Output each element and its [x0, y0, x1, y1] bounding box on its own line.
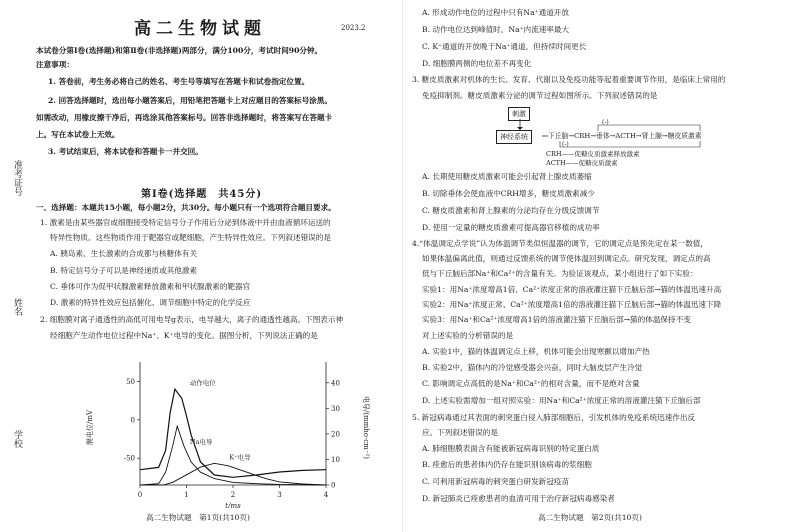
question-5-option: B. 痊愈后的患者体内仍存在能识别该病毒的浆细胞	[422, 460, 592, 469]
question-3-stem: 3. 糖皮质激素对机体的生长、发育、代谢以及免疫功能等起着重要调节作用，是临床上常用的	[412, 75, 726, 84]
x-axis-label: t/ms	[225, 502, 241, 508]
question-4-experiment: 实验3：用Na⁺和Ca²⁺浓度增高1倍的溶液灌注猫下丘脑后部→猫的体温保持不变	[422, 315, 691, 324]
question-4-option: C. 影响调定点高低的是Na⁺和Ca²⁺的相对含量，而不是绝对含量	[422, 379, 640, 388]
question-4-option: A. 实验1中，猫的体温调定点上移，机体可能会出现寒颤以增加产热	[422, 347, 650, 356]
question-2-option: C. K⁺通道的开放晚于Na⁺通道，但持续时间更长	[422, 42, 587, 51]
right-y-tick-label: 0	[331, 481, 336, 490]
x-tick-label: 2	[230, 491, 236, 499]
hormone-regulation-diagram	[490, 105, 750, 167]
note-line: 2. 回答选择题时，选出每小题答案后，用铅笔把答题卡上对应题目的答案标号涂黑。	[48, 96, 332, 105]
question-2-stem: 经细胞产生动作电位过程中Na⁺、K⁺电导的变化。据图分析，下列说法正确的是	[50, 331, 318, 340]
stimulus-box: 刺激	[508, 107, 530, 121]
question-2-option: D. 细胞膜两侧的电位差不再变化	[422, 59, 532, 68]
note-line: 注意事项：	[36, 60, 74, 69]
page-footer: 高二生物试题 第2页(共10页)	[538, 513, 642, 522]
x-tick-label: 4	[323, 491, 329, 499]
question-1-stem: 特异性物质。这些物质作用于靶器官或靶细胞，产生特异性效应。下列叙述错误的是	[50, 233, 331, 242]
question-3-stem: 免疫抑制剂。糖皮质激素分泌的调节过程如图所示。下列叙述错误的是	[422, 91, 658, 100]
question-2-stem: 2. 细胞膜对离子通透性的高低可用电导g表示，电导越大，离子的通透性越高。下图表示神	[40, 315, 344, 324]
question-3-option: A. 长期使用糖皮质激素可能会引起肾上腺皮质萎缩	[422, 172, 592, 181]
right-y-tick-label: 40	[331, 379, 340, 388]
question-5-option: A. 肺细胞膜表面含有能被新冠病毒识别的特定蛋白质	[422, 444, 600, 453]
note-line: 1. 答卷前，考生务必将自己的姓名、考生号等填写在答题卡和试卷指定位置。	[48, 77, 310, 86]
exam-title: 高二生物试题	[134, 19, 266, 39]
question-2-option: A. 形成动作电位的过程中只有Na⁺通道开放	[422, 8, 569, 17]
nervous-system-box: 神经系统	[496, 130, 532, 144]
question-1-option: B. 特定信号分子可以是神经递质或其他激素	[50, 266, 198, 275]
negative-feedback-mark: (-)	[602, 119, 609, 126]
question-1-option: D. 激素的特异性效应包括催化、调节细胞中特定的化学反应	[50, 298, 251, 307]
question-4-stem: 对上述实验的分析错误的是	[422, 331, 514, 340]
page-2	[410, 0, 790, 532]
note-line: 本试卷分第Ⅰ卷(选择题)和第Ⅱ卷(非选择题)两部分，满分100分，考试时间90分钟。	[36, 46, 323, 55]
question-1-option: A. 胰岛素、生长激素的合成都与核糖体有关	[50, 249, 197, 258]
action-potential-label: 动作电位	[189, 379, 216, 388]
question-1-option: C. 垂体可作为促甲状腺激素释放激素和甲状腺激素的靶器官	[50, 282, 251, 291]
question-3-option: C. 糖皮质激素和肾上腺素的分泌均存在分级反馈调节	[422, 206, 600, 215]
note-line: 上。写在本试卷上无效。	[36, 130, 120, 139]
left-y-tick-label: 50	[126, 378, 135, 386]
na-conductance-label: Na电导	[189, 438, 213, 447]
diagram-legend: CRH——促糖皮质激素释放激素	[546, 150, 640, 158]
right-y-tick-label: 20	[331, 430, 340, 439]
hpa-axis-chain: 下丘脑→CRH→垂体→ACTH→肾上腺→糖皮质激素	[548, 132, 702, 140]
x-tick-label: 1	[184, 491, 189, 499]
k-conductance-line	[140, 463, 326, 485]
question-4-stem: 4.“体温调定点学说”认为体温调节类似恒温器的调节，它的调定点是预先定在某一数值，	[412, 239, 708, 248]
right-y-tick-label: 10	[331, 455, 340, 464]
exam-date: 2023.2	[341, 24, 366, 32]
question-5-option: D. 新冠肺炎已痊愈患者的血清可用于治疗新冠病毒感染者	[422, 494, 615, 503]
question-3-option: B. 切除垂体会使血液中CRH增多，糖皮质激素减少	[422, 189, 595, 198]
question-4-stem: 如果体温偏离此值，则通过反馈系统的调节使体温回到调定点。研究发现，调定点的高	[422, 254, 711, 263]
section-title: 第Ⅰ卷(选择题 共45分)	[141, 189, 263, 200]
k-conductance-label: K⁺电导	[229, 453, 251, 462]
question-4-experiment: 实验2：用Na⁺浓度正常、Ca²⁺浓度增高1倍的溶液灌注猫下丘脑后部→猫的体温迅速下降	[422, 300, 722, 309]
name-label: 姓名	[12, 298, 22, 316]
note-line: 如需改动，用橡皮擦干净后，再选涂其他答案标号。回答非选择题时，将答案写在答题卡	[36, 113, 333, 122]
part-instruction: 一、选择题：本题共15小题，每小题2分，共30分。每小题只有一个选项符合题目要求。	[36, 203, 336, 212]
x-tick-label: 0	[137, 491, 143, 499]
school-label: 学校	[12, 430, 22, 448]
binding-margin	[0, 0, 36, 532]
question-5-stem: 应。下列叙述错误的是	[422, 428, 498, 437]
right-y-tick-label: 30	[331, 404, 340, 413]
left-y-axis-label: 膜电位/mV	[86, 409, 94, 446]
negative-feedback-mark: (-)	[562, 141, 569, 148]
question-4-option: D. 上述实验需增加一组对照实验：用Na⁺和Ca²⁺浓度正常的溶液灌注猫下丘脑后部	[422, 396, 701, 405]
left-y-tick-label: 0	[130, 416, 135, 425]
page-1	[36, 0, 402, 532]
right-y-axis-label: 电导/(mmho·cm⁻²)	[362, 395, 370, 460]
question-1-stem: 1. 激素是由某些器官或细胞接受特定信号分子作用后分泌到体液中并由血液循环运送的	[40, 218, 331, 227]
page-divider	[402, 0, 403, 532]
question-4-option: B. 实验2中，猫体内的冷觉感受器会兴奋，同时大脑皮层产生冷觉	[422, 363, 643, 372]
question-4-experiment: 实验1：用Na⁺浓度增高1倍、Ca²⁺浓度正常的溶液灌注猫下丘脑后部→猫的体温迅速升高	[422, 285, 722, 294]
question-3-option: D. 使用一定量的糖皮质激素可提高器官移植的成功率	[422, 223, 600, 232]
left-y-tick-label: -50	[123, 454, 135, 463]
x-tick-label: 3	[277, 491, 282, 499]
note-line: 3. 考试结束后，将本试卷和答题卡一并交回。	[48, 147, 203, 156]
action-potential-chart	[78, 350, 378, 508]
candidate-number-label: 准考证号	[12, 160, 22, 196]
question-4-stem: 低与下丘脑后部Na⁺和Ca²⁺的含量有关。为验证该观点，某小组进行了如下实验：	[422, 269, 698, 278]
diagram-legend: ACTH——促糖皮质激素	[546, 159, 618, 167]
question-2-option: B. 动作电位达到峰值时，Na⁺内流速率最大	[422, 25, 570, 34]
question-5-option: C. 可利用新冠病毒的刺突蛋白研发新冠疫苗	[422, 477, 570, 486]
page-footer: 高二生物试题 第1页(共10页)	[146, 513, 250, 522]
question-5-stem: 5. 新冠病毒通过其表面的刺突蛋白侵入肺部细胞后，引发机体的免疫系统迅速作出反	[412, 413, 696, 422]
